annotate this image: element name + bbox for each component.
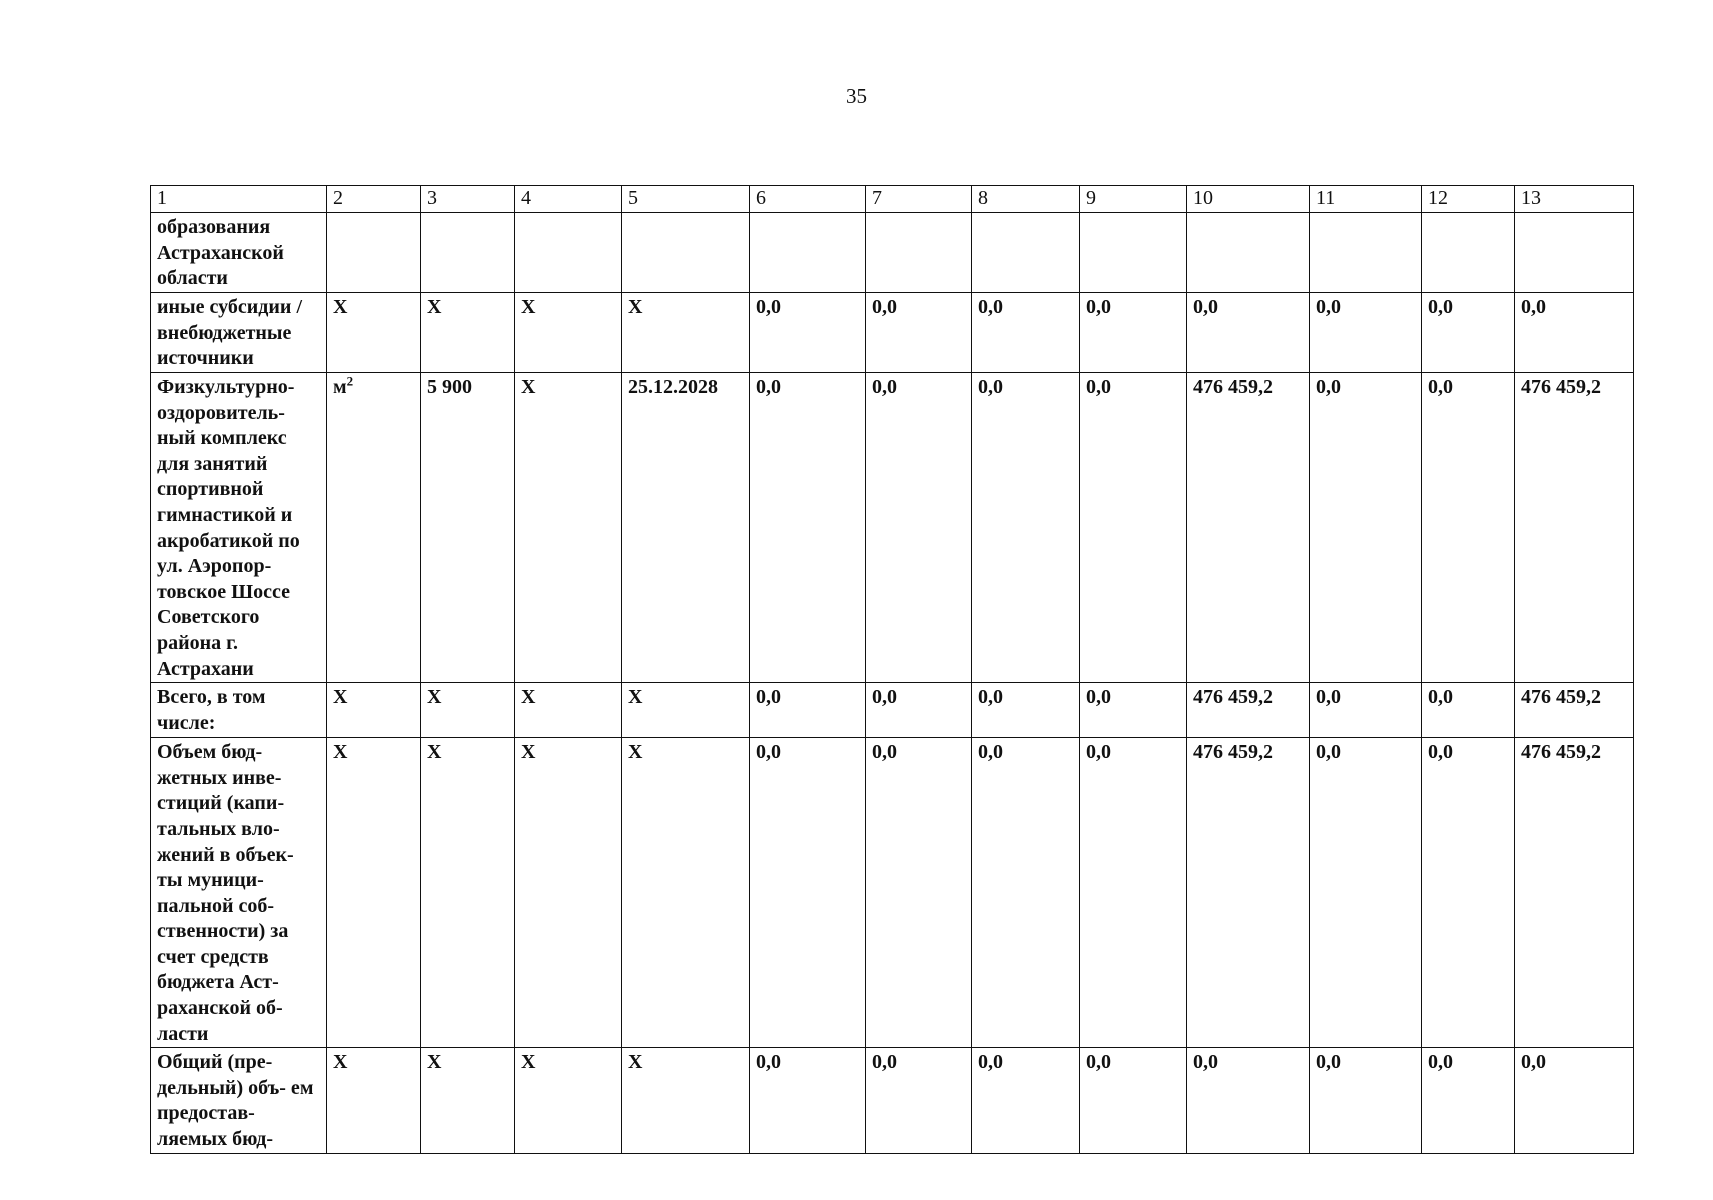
value-cell: 0,0: [1080, 683, 1187, 738]
page-number: 35: [846, 84, 867, 108]
unit-cell: X: [327, 738, 421, 1048]
value-cell: 0,0: [1310, 1048, 1422, 1153]
value-cell: 0,0: [1422, 1048, 1515, 1153]
table-row: [151, 293, 1634, 373]
column-number: 10: [1187, 186, 1310, 213]
value-cell: 0,0: [1422, 683, 1515, 738]
table-row: [151, 213, 1634, 293]
row-name: Общий (пре- дельный) объ- ем предостав- ляемых бюд-: [151, 1048, 327, 1153]
value-cell: 0,0: [750, 293, 866, 373]
date-cell: [622, 213, 750, 293]
value-cell: 476 459,2: [1187, 738, 1310, 1048]
value-cell: 0,0: [750, 373, 866, 683]
value-cell: [972, 213, 1080, 293]
value-cell: [1187, 213, 1310, 293]
row-name: образования Астраханской области: [151, 213, 327, 293]
row-name: иные субсидии / внебюджетные источники: [151, 293, 327, 373]
column-number: 1: [151, 186, 327, 213]
column-number: 11: [1310, 186, 1422, 213]
table-row: [151, 373, 1634, 683]
unit-superscript: 2: [346, 373, 354, 389]
financing-table: [150, 185, 1634, 1154]
value-cell: 0,0: [866, 738, 972, 1048]
column-number: 3: [421, 186, 515, 213]
value-cell: 0,0: [972, 293, 1080, 373]
value-cell: 0,0: [750, 738, 866, 1048]
value-cell: 0,0: [1422, 293, 1515, 373]
column-number: 6: [750, 186, 866, 213]
value-cell: 0,0: [1080, 738, 1187, 1048]
column-number: 2: [327, 186, 421, 213]
value-cell: 0,0: [866, 373, 972, 683]
row-name: Всего, в том числе:: [151, 683, 327, 738]
value-cell: [1515, 213, 1634, 293]
col4-cell: X: [515, 293, 622, 373]
value-cell: 0,0: [1080, 1048, 1187, 1153]
column-numbers-row: [151, 186, 1634, 213]
col4-cell: [515, 213, 622, 293]
value-cell: 0,0: [1310, 293, 1422, 373]
column-number: 5: [622, 186, 750, 213]
column-number: 9: [1080, 186, 1187, 213]
unit-cell: X: [327, 1048, 421, 1153]
value-cell: 0,0: [750, 683, 866, 738]
value-cell: 476 459,2: [1187, 373, 1310, 683]
col4-cell: X: [515, 1048, 622, 1153]
value-cell: 0,0: [1187, 1048, 1310, 1153]
value-cell: 0,0: [972, 1048, 1080, 1153]
value-cell: [1310, 213, 1422, 293]
date-cell: X: [622, 1048, 750, 1153]
value-cell: 476 459,2: [1515, 683, 1634, 738]
capacity-cell: X: [421, 683, 515, 738]
column-number: 13: [1515, 186, 1634, 213]
value-cell: 0,0: [750, 1048, 866, 1153]
value-cell: 0,0: [1310, 738, 1422, 1048]
column-number: 7: [866, 186, 972, 213]
value-cell: 0,0: [1310, 373, 1422, 683]
capacity-cell: X: [421, 293, 515, 373]
unit-cell: [327, 373, 421, 683]
value-cell: 0,0: [1422, 373, 1515, 683]
value-cell: 0,0: [1080, 293, 1187, 373]
col4-cell: X: [515, 373, 622, 683]
col4-cell: X: [515, 738, 622, 1048]
capacity-cell: [421, 213, 515, 293]
value-cell: 476 459,2: [1187, 683, 1310, 738]
value-cell: [866, 213, 972, 293]
capacity-cell: 5 900: [421, 373, 515, 683]
value-cell: 0,0: [1310, 683, 1422, 738]
value-cell: [750, 213, 866, 293]
column-number: 4: [515, 186, 622, 213]
table-row: [151, 1048, 1634, 1153]
value-cell: 476 459,2: [1515, 738, 1634, 1048]
capacity-cell: X: [421, 1048, 515, 1153]
date-cell: 25.12.2028: [622, 373, 750, 683]
unit-cell: X: [327, 293, 421, 373]
column-number: 8: [972, 186, 1080, 213]
value-cell: [1422, 213, 1515, 293]
capacity-cell: X: [421, 738, 515, 1048]
column-number: 12: [1422, 186, 1515, 213]
value-cell: 0,0: [1187, 293, 1310, 373]
value-cell: 0,0: [972, 738, 1080, 1048]
value-cell: 476 459,2: [1515, 373, 1634, 683]
value-cell: 0,0: [1515, 1048, 1634, 1153]
value-cell: 0,0: [866, 1048, 972, 1153]
col4-cell: X: [515, 683, 622, 738]
table-row: [151, 738, 1634, 1048]
value-cell: 0,0: [1080, 373, 1187, 683]
value-cell: 0,0: [1422, 738, 1515, 1048]
date-cell: X: [622, 293, 750, 373]
value-cell: 0,0: [1515, 293, 1634, 373]
unit-cell: X: [327, 683, 421, 738]
row-name: Объем бюд- жетных инве- стиций (капи- тальных вло- жений в объек- ты муници- пальной соб- ственности) за счет средств бюджета Аст- раханской об- ласти: [151, 738, 327, 1048]
value-cell: 0,0: [972, 683, 1080, 738]
table-row: [151, 683, 1634, 738]
value-cell: 0,0: [866, 683, 972, 738]
date-cell: X: [622, 738, 750, 1048]
unit-cell: [327, 213, 421, 293]
value-cell: 0,0: [866, 293, 972, 373]
row-name: Физкультурно- оздоровитель- ный комплекс для занятий спортивной гимнастикой и акробатикой по ул. Аэропор- товское Шоссе Советского района г. Астрахани: [151, 373, 327, 683]
value-cell: 0,0: [972, 373, 1080, 683]
unit-text: м: [333, 376, 347, 398]
date-cell: X: [622, 683, 750, 738]
value-cell: [1080, 213, 1187, 293]
